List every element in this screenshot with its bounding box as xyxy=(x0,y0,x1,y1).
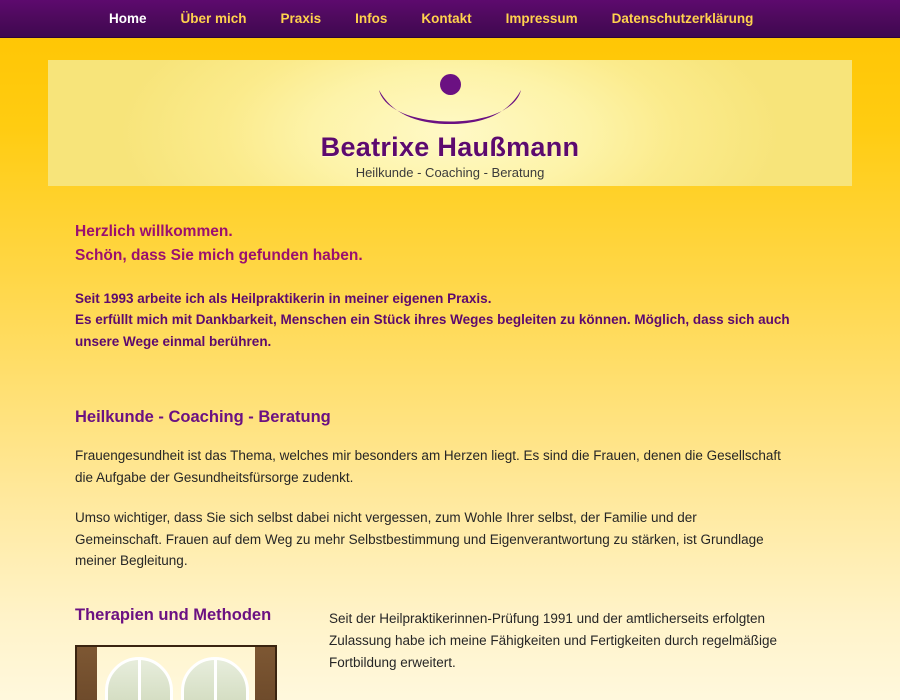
praxis-fenster-foto xyxy=(75,645,277,700)
nav-item-infos[interactable]: Infos xyxy=(355,10,388,26)
photo-wall-left xyxy=(77,647,97,700)
photo-window-right xyxy=(181,657,249,700)
photo-window-mullion-left xyxy=(138,660,141,700)
methods-section xyxy=(75,606,825,700)
nav-item-ueber-mich[interactable]: Über mich xyxy=(180,10,247,26)
photo-wall-right xyxy=(255,647,275,700)
header-banner-wrapper xyxy=(0,38,900,186)
nav-item-kontakt[interactable]: Kontakt xyxy=(421,10,472,26)
welcome-heading xyxy=(75,220,825,268)
methods-left-column xyxy=(75,606,301,700)
site-title: Beatrixe Haußmann xyxy=(320,132,580,162)
photo-window-mullion-right xyxy=(214,660,217,700)
photo-window-left xyxy=(105,657,173,700)
section-paragraph-2: Umso wichtiger, dass Sie sich selbst dabei nicht vergessen, zum Wohle Ihrer selbst, der Familie und der Gemeinschaft. Frauen auf dem Weg zu mehr Selbstbestimmung und Eigenverantwortung zu stärken, ist Grundlage meiner Begleitung. xyxy=(75,509,764,569)
header-banner xyxy=(48,60,852,186)
nav-item-praxis[interactable]: Praxis xyxy=(280,10,322,26)
nav-item-impressum[interactable]: Impressum xyxy=(505,10,578,26)
main-content xyxy=(0,186,900,700)
logo-smile-icon xyxy=(375,86,525,130)
nav-item-datenschutzerklaerung[interactable]: Datenschutzerklärung xyxy=(611,10,754,26)
methods-text: Seit der Heilpraktikerinnen-Prüfung 1991 und der amtlicherseits erfolgten Zulassung habe ich meine Fähigkeiten und Fertigkeiten durch regelmäßige Fortbildung erweitert. xyxy=(329,611,778,671)
nav-item-home[interactable]: Home xyxy=(109,10,147,26)
site-subtitle: Heilkunde - Coaching - Beratung xyxy=(355,165,545,180)
section-heading-heilkunde: Heilkunde - Coaching - Beratung xyxy=(75,408,331,427)
welcome-line-2: Schön, dass Sie mich gefunden haben. xyxy=(75,247,363,265)
methods-heading: Therapien und Methoden xyxy=(75,606,272,625)
intro-line-1: Seit 1993 arbeite ich als Heilpraktikerin in meiner eigenen Praxis. xyxy=(75,291,492,307)
main-navigation xyxy=(0,0,900,38)
intro-text xyxy=(75,288,820,352)
intro-line-2: Es erfüllt mich mit Dankbarkeit, Menschen ein Stück ihres Weges begleiten zu können. Möglich, dass sich auch unsere Wege einmal berühren. xyxy=(75,312,790,349)
welcome-line-1: Herzlich willkommen. xyxy=(75,223,233,240)
smiling-figure-logo-icon xyxy=(375,72,525,130)
section-paragraph-1: Frauengesundheit ist das Thema, welches mir besonders am Herzen liegt. Es sind die Frauen, denen die Gesellschaft die Aufgabe der Gesundheitsfürsorge zudenkt. xyxy=(75,448,781,485)
